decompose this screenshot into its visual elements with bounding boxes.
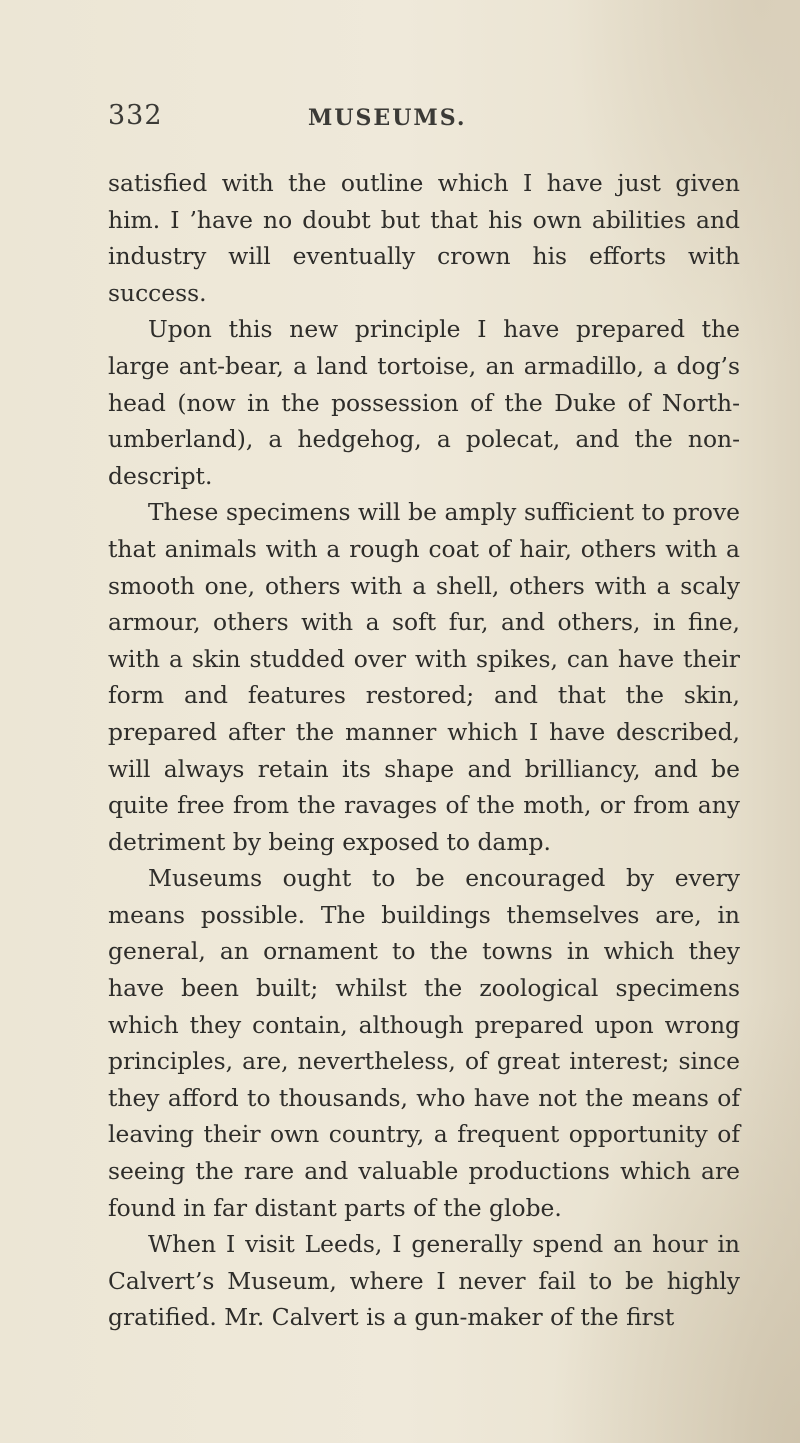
body-text xyxy=(108,165,740,1336)
paragraph: When I visit Leeds, I generally spend an hour in Calvert’s Museum, where I never fail to be highly gratified. Mr. Calvert is a gun-maker of the first xyxy=(108,1230,740,1332)
running-head: MUSEUMS. xyxy=(308,105,467,131)
paragraph: Museums ought to be encouraged by every means possible. The buildings themselves are, in general, an ornament to the towns in which they have been built; whilst the zoological specimens which they contain, although prepared upon wrong principles, are, nevertheless, of great interest; since they afford to thousands, who have not the means of leaving their own country, a frequent opportunity of seeing the rare and valuable productions which are found in far distant parts of the globe. xyxy=(108,864,740,1222)
paragraph: These specimens will be amply sufficient to prove that animals with a rough coat of hair, others with a smooth one, others with a shell, others with a scaly armour, others with a soft fur, and others, in fine, with a skin studded over with spikes, can have their form and features restored; and that the skin, prepared after the manner which I have described, will always retain its shape and brilliancy, and be quite free from the ravages of the moth, or from any detriment by being exposed to damp. xyxy=(108,498,740,856)
page-number: 332 xyxy=(108,100,163,131)
paragraph: Upon this new principle I have prepared the large ant-bear, a land tortoise, an armadillo, a dog’s head (now in the possession of the Duke of North-umberland), a hedgehog, a polecat, and the non-descript. xyxy=(108,315,740,490)
paragraph: satisfied with the outline which I have just given him. I ’have no doubt but that his own abilities and industry will eventually crown his efforts with success. xyxy=(108,169,740,307)
page-header xyxy=(108,100,748,140)
